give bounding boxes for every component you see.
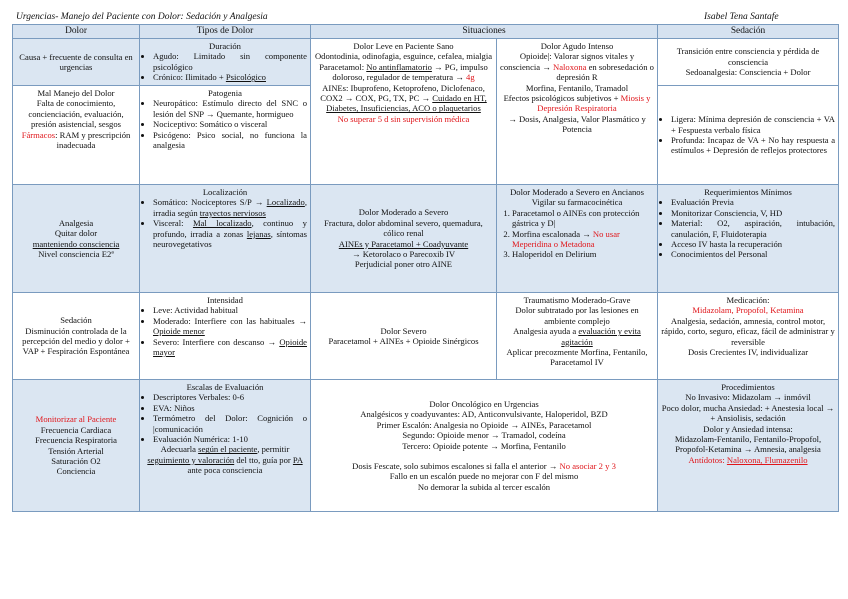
cell-analgesia: [13, 185, 140, 293]
monitor-item: Saturación O2: [51, 455, 101, 466]
cell-intensidad: [140, 293, 311, 380]
leve-aines: AINEs: Ibuprofeno, Ketoprofeno, Diclofenaco, COX2 → COX, PG, TX, PC → Cuidado en HT, Diabetes, Insuficiencias, ACO o plaquetarios: [320, 82, 487, 114]
column-headers: [13, 25, 839, 39]
oncologico-line1: Analgésicos y coadyuvantes: AD, Anticonvulsivante, Haloperidol, BZD: [360, 409, 608, 420]
cell-ancianos: [497, 185, 658, 293]
cell-sedacion-def: [13, 293, 140, 380]
mal-manejo-farmacos: Fármacos: RAM y prescripción inadecuada: [21, 129, 131, 151]
mal-manejo-causes: Falta de conocimiento, concienciación, evaluación, presión asistencial, sesgos: [28, 98, 124, 130]
localizacion-somatico: • Somático: Nociceptores S/P → Localizado, irradia según trayectos nerviosos: [153, 197, 307, 218]
transicion-line: Transición entre consciencia y pérdida de consciencia: [676, 46, 820, 67]
medicacion-properties: Analgesia, sedación, amnesia, control motor, rápido, corto, seguro, eficaz, fácil de administrar y reversible: [661, 315, 835, 347]
procedimientos-antidotos: Antídotos: Naloxona, Flumazenilo: [688, 454, 808, 465]
escala-item: • Descriptores Verbales: 0-6: [153, 392, 307, 402]
procedimientos-line4: Midazolam-Fentanilo, Fentanilo-Propofol, Propofol-Ketamina → Amnesia, analgesia: [674, 434, 822, 455]
escala-item: • Evaluación Numérica: 1-10: [153, 434, 307, 444]
agudo-effects: Efectos psicológicos subjetivos + Miosis y Depresión Respiratoria: [503, 93, 651, 114]
cell-causa: Causa + frecuente de consulta en urgencias: [13, 39, 140, 86]
trauma-line1: Dolor subtratado por las lesiones en ambiente complejo: [515, 305, 639, 326]
analgesia-line2: manteniendo consciencia: [32, 238, 120, 249]
agudo-drugs: Morfina, Fentanilo, Tramadol: [525, 82, 629, 93]
cell-patogenia: [140, 86, 311, 185]
oncologico-line6: Fallo en un escalón puede no mejorar con F del mismo: [389, 471, 579, 482]
duracion-cronico: • Crónico: Ilimitado + Psicológico: [153, 72, 307, 82]
intensidad-moderado: • Moderado: Interfiere con las habituales → Opioide menor: [153, 316, 307, 337]
cell-medicacion: [658, 293, 839, 380]
leve-paracetamol: Paracetamol: No antinflamatorio → PG, impulso doloroso, regulador de temperatura → 4g: [319, 61, 488, 83]
sedacion-definition: Disminución controlada de la percepción del medio y dolor + VAP + Fespiración Espontánea: [22, 325, 130, 357]
sedoanalgesia-line: Sedoanalgesia: Consciencia + Dolor: [685, 67, 811, 78]
cell-procedimientos: [658, 380, 839, 512]
oncologico-line3: Segundo: Opioide menor → Tramadol, codeína: [402, 430, 566, 441]
localizacion-visceral: • Visceral: Mal localizado, continuo y profundo, irradia a zonas lejanas, síntomas neurovegetativos: [153, 218, 307, 249]
monitorizar-title: Monitorizar al Paciente: [35, 414, 117, 425]
patogenia-neuropatico: • Neuropático: Estímulo directo del SNC o lesión del SNP → Quemante, hormigueo: [153, 98, 307, 119]
oncologico-line5: Dosis Fescate, solo subimos escalones si falla el anterior → No asociar 2 y 3: [352, 460, 616, 471]
ancianos-line1: Vigilar su farmacocinética: [531, 197, 623, 208]
col-header-situaciones: Situaciones: [311, 25, 658, 39]
requerimientos-title: Requerimientos Mínimos: [704, 187, 792, 197]
procedimientos-line3: Dolor y Ansiedad intensa:: [703, 423, 793, 434]
cell-transicion: [658, 39, 839, 86]
document-author: Isabel Tena Santafe: [704, 12, 779, 22]
localizacion-title: Localización: [202, 187, 248, 197]
duracion-title: Duración: [209, 41, 241, 51]
moderado-ketorolaco: → Ketorolaco o Parecoxib IV: [351, 248, 456, 259]
requerimiento-item: • Monitorizar Consciencia, V, HD: [671, 208, 835, 218]
agudo-opioide: Opioide|: Valorar signos vitales y consciencia → Naloxona en sobresedación o depresión R: [500, 51, 654, 83]
ancianos-title: Dolor Moderado a Severo en Ancianos: [510, 187, 644, 197]
requerimiento-item: • Acceso IV hasta la recuperación: [671, 239, 835, 249]
cell-trauma: [497, 293, 658, 380]
patogenia-psicogeno: • Psicógeno: Psico social, no funciona la analgesia: [153, 130, 307, 151]
trauma-line2: Analgesia ayuda a evaluación y evita agitación: [513, 326, 641, 347]
medicacion-dosis: Dosis Crecientes IV, individualizar: [687, 347, 809, 358]
monitor-item: Frecuencia Respiratoria: [35, 435, 117, 446]
requerimiento-item: • Evaluación Previa: [671, 197, 835, 207]
requerimiento-item: • Material: O2, aspiración, intubación, canulación, F, Fluidoterapia: [671, 218, 835, 239]
cell-requerimientos: [658, 185, 839, 293]
moderado-causes: Fractura, dolor abdominal severo, quemadura, cólico renal: [324, 217, 483, 239]
ancianos-item-2: 2. Morfina escalonada → No usar Meperidina o Metadona: [512, 229, 654, 250]
duracion-agudo: • Agudo: Limitado sin componente psicológico: [153, 51, 307, 72]
analgesia-title: Analgesia: [58, 217, 94, 228]
sedacion-title: Sedación: [60, 315, 92, 326]
intensidad-severo: • Severo: Interfiere con descanso → Opioide mayor: [153, 337, 307, 358]
escalas-title: Escalas de Evaluación: [186, 382, 264, 392]
moderado-title: Dolor Moderado a Severo: [358, 207, 449, 218]
leve-warning: No superar 5 d sin supervisión médica: [337, 113, 470, 124]
patogenia-title: Patogenia: [208, 88, 242, 98]
severo-treatment: Paracetamol + AINEs + Opioide Sinérgicos: [328, 336, 479, 346]
procedimientos-line2: Poco dolor, mucha Ansiedad: + Anestesia local → + Ansiolisis, sedación: [661, 402, 835, 424]
leve-causes: Odontodinia, odinofagia, esguince, cefalea, mialgia: [314, 51, 493, 62]
analgesia-line3: Nivel consciencia E2ª: [38, 248, 114, 259]
cell-monitorizar: [13, 380, 140, 512]
cell-niveles: [658, 86, 839, 185]
agudo-title: Dolor Agudo Intenso: [540, 41, 614, 51]
ancianos-item-1: 1. Paracetamol o AINEs con protección gástrica y D|: [512, 208, 654, 229]
intensidad-leve: • Leve: Actividad habitual: [153, 305, 307, 315]
summary-table: [12, 24, 839, 512]
oncologico-line7: No demorar la subida al tercer escalón: [417, 481, 551, 492]
oncologico-line4: Tercero: Opioide potente → Morfina, Fentanilo: [402, 440, 566, 451]
mal-manejo-title: Mal Manejo del Dolor: [37, 88, 115, 98]
moderado-warning: Perjudicial poner otro AINE: [354, 259, 453, 270]
medicacion-drugs: Midazolam, Propofol, Ketamina: [692, 305, 804, 316]
procedimientos-title: Procedimientos: [721, 382, 775, 392]
escala-item: • Termómetro del Dolor: Cognición o |comunicación: [153, 413, 307, 434]
agudo-dosis: → Dosis, Analgesia, Valor Plasmático y Potencia: [508, 113, 646, 135]
requerimiento-item: • Conocimientos del Personal: [671, 249, 835, 259]
cell-escalas: [140, 380, 311, 512]
moderado-treatment: AINEs y Paracetamol + Coadyuvante: [338, 238, 469, 249]
cell-dolor-moderado: [311, 185, 497, 293]
leve-title: Dolor Leve en Paciente Sano: [353, 41, 454, 51]
nivel-ligera: • Ligera: Mínima depresión de consciencia + VA + Fespuesta verbalo física: [671, 114, 835, 135]
medicacion-title: Medicación:: [726, 295, 770, 305]
monitor-item: Conciencia: [56, 466, 96, 477]
monitor-item: Tensión Arterial: [48, 445, 104, 456]
nivel-profunda: • Profunda: Incapaz de VA + No hay respuesta a estímulos + Depresión de reflejos protectores: [671, 135, 835, 156]
severo-title: Dolor Severo: [380, 325, 427, 336]
trauma-title: Traumatismo Moderado-Grave: [523, 295, 631, 305]
escala-item: • EVA: Niños: [153, 403, 307, 413]
oncologico-line2: Primer Escalón: Analgesia no Opioide → AINEs, Paracetamol: [376, 419, 592, 430]
oncologico-title: Dolor Oncológico en Urgencias: [429, 398, 539, 409]
col-header-tipos: Tipos de Dolor: [140, 25, 311, 39]
trauma-line3: Aplicar precozmente Morfina, Fentanilo, Paracetamol IV: [506, 347, 648, 368]
monitor-item: Frecuencia Cardiaca: [40, 424, 112, 435]
document-title: Urgencias- Manejo del Paciente con Dolor: Sedación y Analgesia: [16, 12, 268, 22]
cell-mal-manejo: [13, 86, 140, 185]
cell-dolor-severo: [311, 293, 497, 380]
patogenia-nociceptivo: • Nociceptivo: Somático o visceral: [153, 119, 307, 129]
cell-dolor-agudo: [497, 39, 658, 185]
procedimientos-line1: No Invasivo: Midazolam → inmóvil: [685, 392, 811, 403]
cell-dolor-leve: [311, 39, 497, 185]
cell-duracion: [140, 39, 311, 86]
ancianos-item-3: 3. Haloperidol en Delirium: [512, 249, 654, 259]
cell-localizacion: [140, 185, 311, 293]
col-header-sedacion: Sedación: [658, 25, 839, 39]
cell-oncologico: [311, 380, 658, 512]
escalas-footnote: Adecuarla según el paciente, permitir seguimiento y valoración del tto, guía por PA ante poca consciencia: [147, 444, 303, 476]
analgesia-line1: Quitar dolor: [54, 228, 98, 239]
col-header-dolor: Dolor: [13, 25, 140, 39]
intensidad-title: Intensidad: [207, 295, 243, 305]
